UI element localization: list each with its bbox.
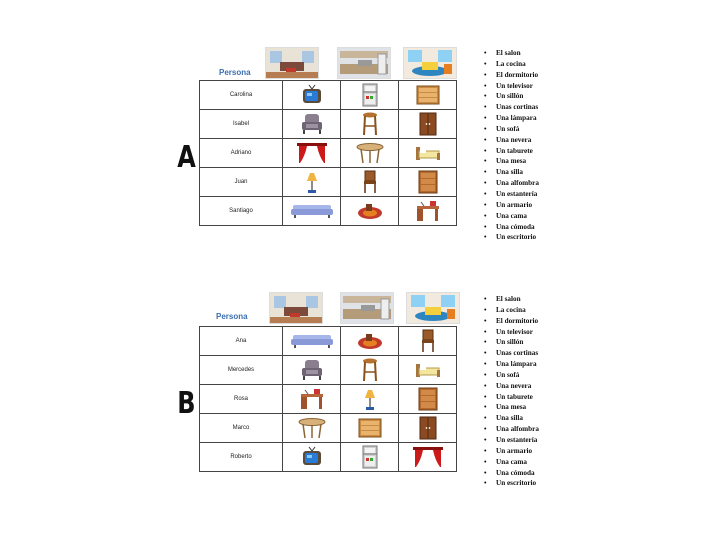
person-name: Juan xyxy=(200,168,283,197)
sofa-icon xyxy=(283,327,341,356)
table-row xyxy=(200,414,457,443)
section-letter: A xyxy=(177,140,195,175)
person-name: Ana xyxy=(200,327,283,356)
bed-icon xyxy=(399,356,457,385)
vocab-item: • Un sofá xyxy=(484,124,539,135)
room-photo-salon xyxy=(269,292,323,324)
assignment-table xyxy=(199,326,457,472)
stool-icon xyxy=(341,356,399,385)
curtains-icon xyxy=(399,443,457,472)
lamp-icon xyxy=(341,385,399,414)
vocab-item: • Una cama xyxy=(484,211,539,222)
tv-icon xyxy=(283,81,341,110)
persona-label: Persona xyxy=(216,312,248,321)
curtains-icon xyxy=(283,139,341,168)
vocab-item: • Un taburete xyxy=(484,146,539,157)
table-row xyxy=(200,443,457,472)
section-b xyxy=(0,246,720,516)
vocab-item: • Un televisor xyxy=(484,81,539,92)
vocab-item: • Un armario xyxy=(484,200,539,211)
table-body xyxy=(200,81,457,226)
room-photo-salon xyxy=(265,47,319,79)
vocab-item: • Una silla xyxy=(484,167,539,178)
lamp-icon xyxy=(283,168,341,197)
desk-icon xyxy=(399,197,457,226)
vocab-item: • La cocina xyxy=(484,59,539,70)
table-icon xyxy=(283,414,341,443)
person-name: Marco xyxy=(200,414,283,443)
room-photo-bedroom xyxy=(403,47,457,79)
vocab-item: • Una nevera xyxy=(484,135,539,146)
table-row xyxy=(200,197,457,226)
vocab-item: • Una cama xyxy=(484,457,539,468)
armchair-icon xyxy=(283,356,341,385)
armchair-icon xyxy=(283,110,341,139)
person-name: Santiago xyxy=(200,197,283,226)
vocab-item: • Un televisor xyxy=(484,327,539,338)
fridge-icon xyxy=(341,443,399,472)
table-row xyxy=(200,110,457,139)
vocab-item: • Una alfombra xyxy=(484,424,539,435)
vocab-item: • Una cómoda xyxy=(484,468,539,479)
persona-label: Persona xyxy=(219,68,251,77)
vocab-item: • Una lámpara xyxy=(484,113,539,124)
rug-icon xyxy=(341,327,399,356)
person-name: Roberto xyxy=(200,443,283,472)
vocab-item: • Un estantería xyxy=(484,189,539,200)
chair-icon xyxy=(341,168,399,197)
vocab-item: • Unas cortinas xyxy=(484,102,539,113)
vocab-item: • Un sillón xyxy=(484,337,539,348)
vocab-item: • Una cómoda xyxy=(484,222,539,233)
vocab-item: • El dormitorio xyxy=(484,70,539,81)
table-row xyxy=(200,168,457,197)
vocab-item: • Una silla xyxy=(484,413,539,424)
vocab-item: • Unas cortinas xyxy=(484,348,539,359)
person-name: Isabel xyxy=(200,110,283,139)
tv-icon xyxy=(283,443,341,472)
person-name: Carolina xyxy=(200,81,283,110)
vocab-item: • Una nevera xyxy=(484,381,539,392)
sofa-icon xyxy=(283,197,341,226)
vocab-item: • Una alfombra xyxy=(484,178,539,189)
chair-icon xyxy=(399,327,457,356)
chest-icon xyxy=(399,385,457,414)
vocabulary-list xyxy=(484,294,539,489)
vocab-item: • Una lámpara xyxy=(484,359,539,370)
wardrobe-icon xyxy=(399,110,457,139)
table-icon xyxy=(341,139,399,168)
person-name: Adriano xyxy=(200,139,283,168)
rug-icon xyxy=(341,197,399,226)
room-photo-bedroom xyxy=(406,292,460,324)
section-letter: B xyxy=(177,386,195,421)
vocab-item: • Un armario xyxy=(484,446,539,457)
vocab-item: • Un sofá xyxy=(484,370,539,381)
table-body xyxy=(200,327,457,472)
person-name: Rosa xyxy=(200,385,283,414)
vocab-item: • Un escritorio xyxy=(484,478,539,489)
vocab-item: • Una mesa xyxy=(484,402,539,413)
vocab-item: • La cocina xyxy=(484,305,539,316)
vocab-item: • Un taburete xyxy=(484,392,539,403)
room-photo-kitchen xyxy=(337,47,391,79)
table-row xyxy=(200,81,457,110)
wardrobe-icon xyxy=(399,414,457,443)
vocab-item: • El dormitorio xyxy=(484,316,539,327)
vocab-item: • Una mesa xyxy=(484,156,539,167)
table-row xyxy=(200,327,457,356)
vocab-item: • El salon xyxy=(484,48,539,59)
vocab-item: • El salon xyxy=(484,294,539,305)
vocab-item: • Un estantería xyxy=(484,435,539,446)
table-row xyxy=(200,139,457,168)
person-name: Mercedes xyxy=(200,356,283,385)
table-row xyxy=(200,356,457,385)
assignment-table xyxy=(199,80,457,226)
stool-icon xyxy=(341,110,399,139)
fridge-icon xyxy=(341,81,399,110)
bed-icon xyxy=(399,139,457,168)
vocab-item: • Un sillón xyxy=(484,91,539,102)
table-row xyxy=(200,385,457,414)
vocab-item: • Un escritorio xyxy=(484,232,539,243)
chest-icon xyxy=(399,168,457,197)
dresser-icon xyxy=(399,81,457,110)
dresser-icon xyxy=(341,414,399,443)
desk-icon xyxy=(283,385,341,414)
vocabulary-list xyxy=(484,48,539,243)
room-photo-kitchen xyxy=(340,292,394,324)
